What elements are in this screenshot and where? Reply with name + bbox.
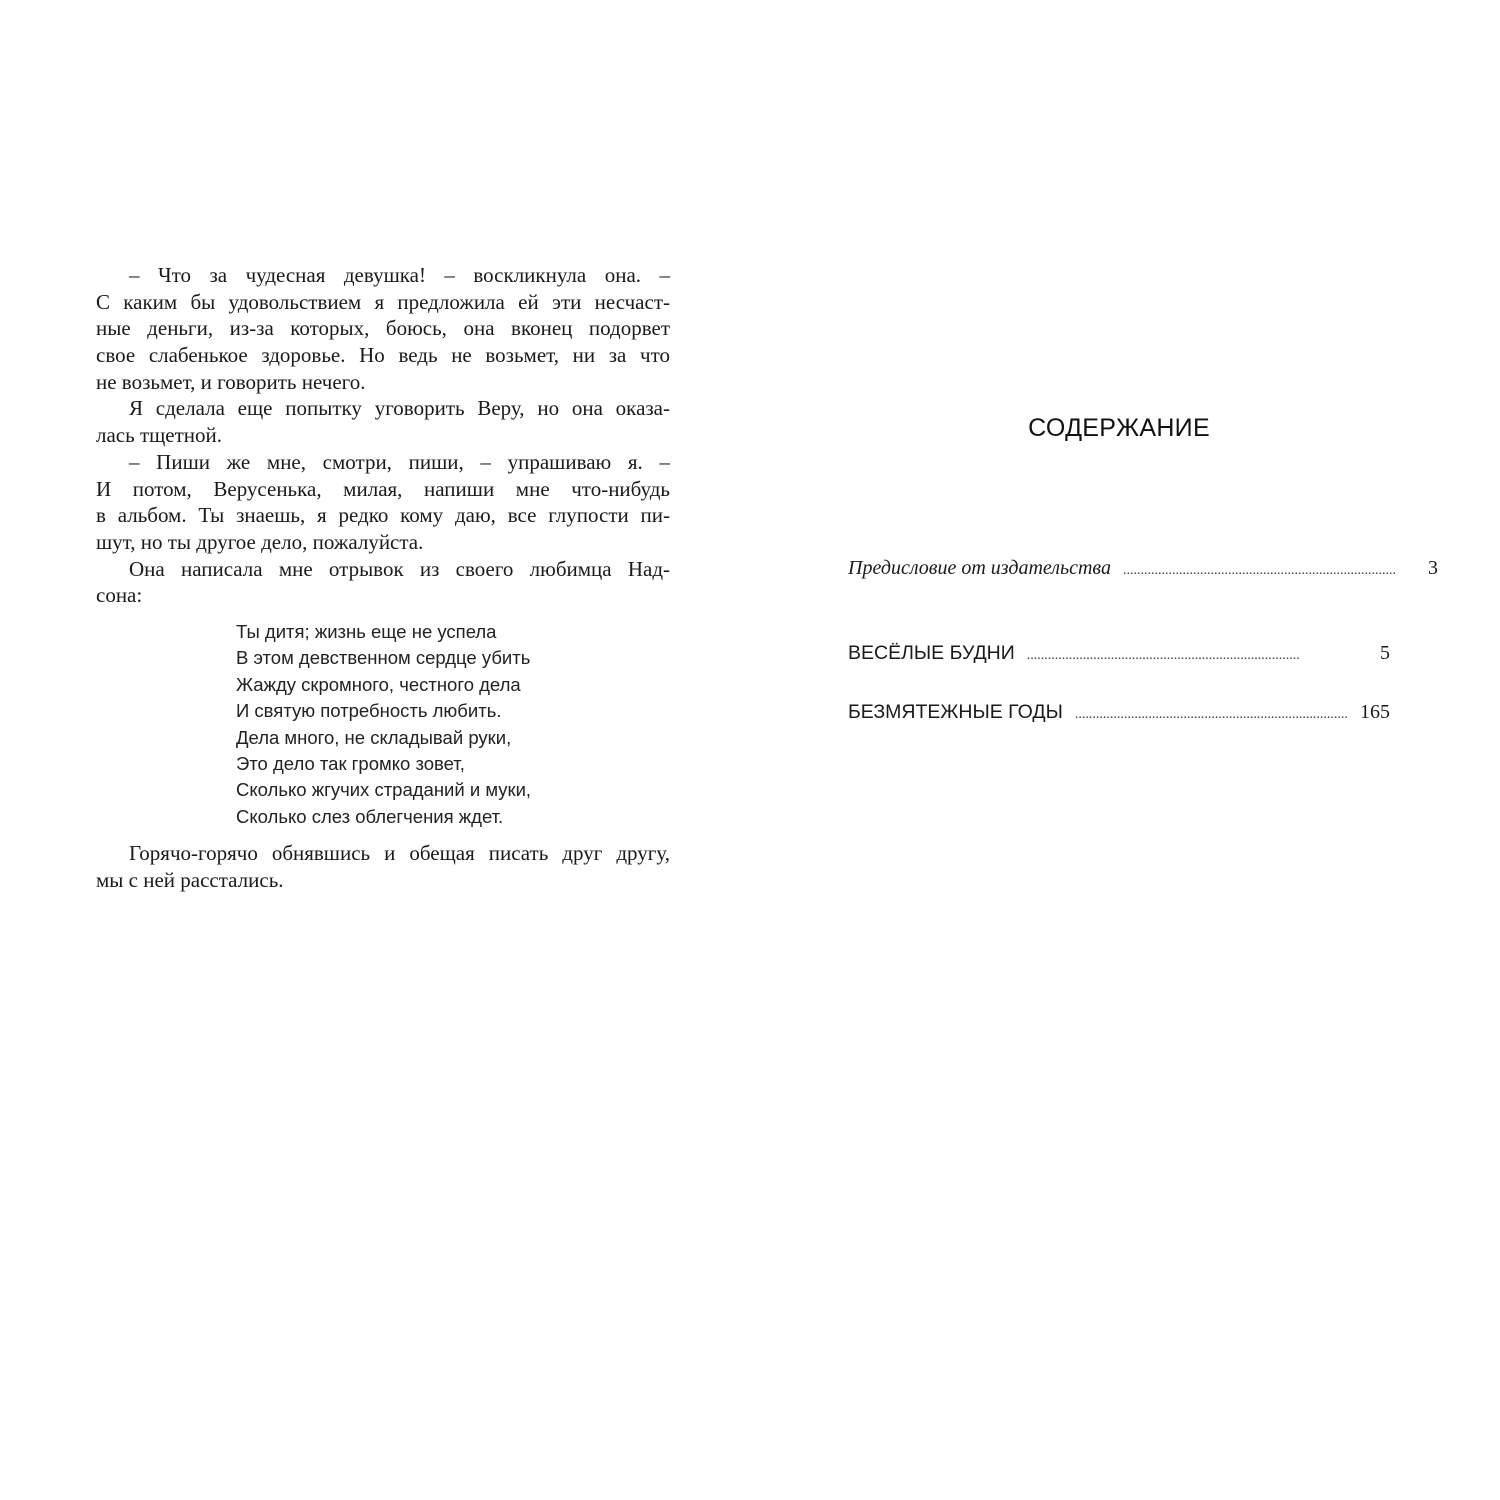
text-line: Она написала мне отрывок из своего любимца Над- — [129, 556, 670, 581]
right-page — [848, 0, 1438, 1500]
text-line: свое слабенькое здоровье. Но ведь не возьмет, ни за что — [96, 343, 670, 368]
text-line: ные деньги, из-за которых, боюсь, она вконец подорвет — [96, 316, 670, 341]
text-line: мы с ней расстались. — [96, 867, 284, 892]
poem-block — [96, 619, 670, 830]
toc-leader-dots: .............................................................................. — [1074, 707, 1348, 722]
left-page — [96, 262, 670, 893]
poem-line: В этом девственном сердце убить — [236, 647, 531, 669]
text-line: Я сделала еще попытку уговорить Веру, но она оказа- — [129, 396, 670, 421]
poem-line: Сколько жгучих страданий и муки, — [236, 779, 532, 801]
poem-line: Ты дитя; жизнь еще не успела — [236, 620, 497, 642]
toc-entry-label: БЕЗМЯТЕЖНЫЕ ГОДЫ — [848, 701, 1063, 723]
text-line: не возьмет, и говорить нечего. — [96, 369, 366, 394]
text-line: – Пиши же мне, смотри, пиши, – упрашиваю я. – — [129, 449, 670, 474]
text-line: лась тщетной. — [96, 423, 223, 448]
toc-entry-bezmyatezhnye-gody[interactable] — [848, 701, 1390, 724]
text-line: Горячо-горячо обнявшись и обещая писать друг другу, — [129, 841, 670, 866]
text-line: – Что за чудесная девушка! – воскликнула она. – — [129, 263, 670, 287]
toc-leader-dots: .............................................................................. — [1026, 648, 1300, 663]
toc-entry-preface[interactable] — [848, 557, 1438, 580]
text-line: сона: — [96, 583, 143, 608]
text-line: С каким бы удовольствием я предложила ей эти несчаст- — [96, 289, 670, 314]
toc-title: СОДЕРЖАНИЕ — [1028, 414, 1210, 442]
toc-leader-dots: .............................................................................. — [1122, 563, 1396, 578]
toc-page-number: 3 — [1427, 557, 1438, 579]
prose-block — [96, 262, 670, 609]
poem-line: Жажду скромного, честного дела — [236, 673, 521, 695]
toc-page-number: 165 — [1360, 701, 1390, 723]
poem-line: Это дело так громко зовет, — [236, 752, 465, 774]
poem-line: Дела много, не складывай руки, — [236, 726, 512, 748]
toc-page-number: 5 — [1380, 642, 1390, 664]
closing-block — [96, 840, 670, 893]
toc-entry-label: ВЕСЁЛЫЕ БУДНИ — [848, 642, 1015, 664]
text-line: И потом, Верусенька, милая, напиши мне что-нибудь — [96, 476, 670, 501]
toc-entry-vesyolye-budni[interactable] — [848, 642, 1390, 665]
poem-line: И святую потребность любить. — [236, 700, 502, 722]
toc-entry-label: Предисловие от издательства — [848, 557, 1111, 579]
poem-line: Сколько слез облегчения ждет. — [236, 805, 504, 827]
text-line: шут, но ты другое дело, пожалуйста. — [96, 529, 424, 554]
text-line: в альбом. Ты знаешь, я редко кому даю, все глупости пи- — [96, 503, 670, 528]
